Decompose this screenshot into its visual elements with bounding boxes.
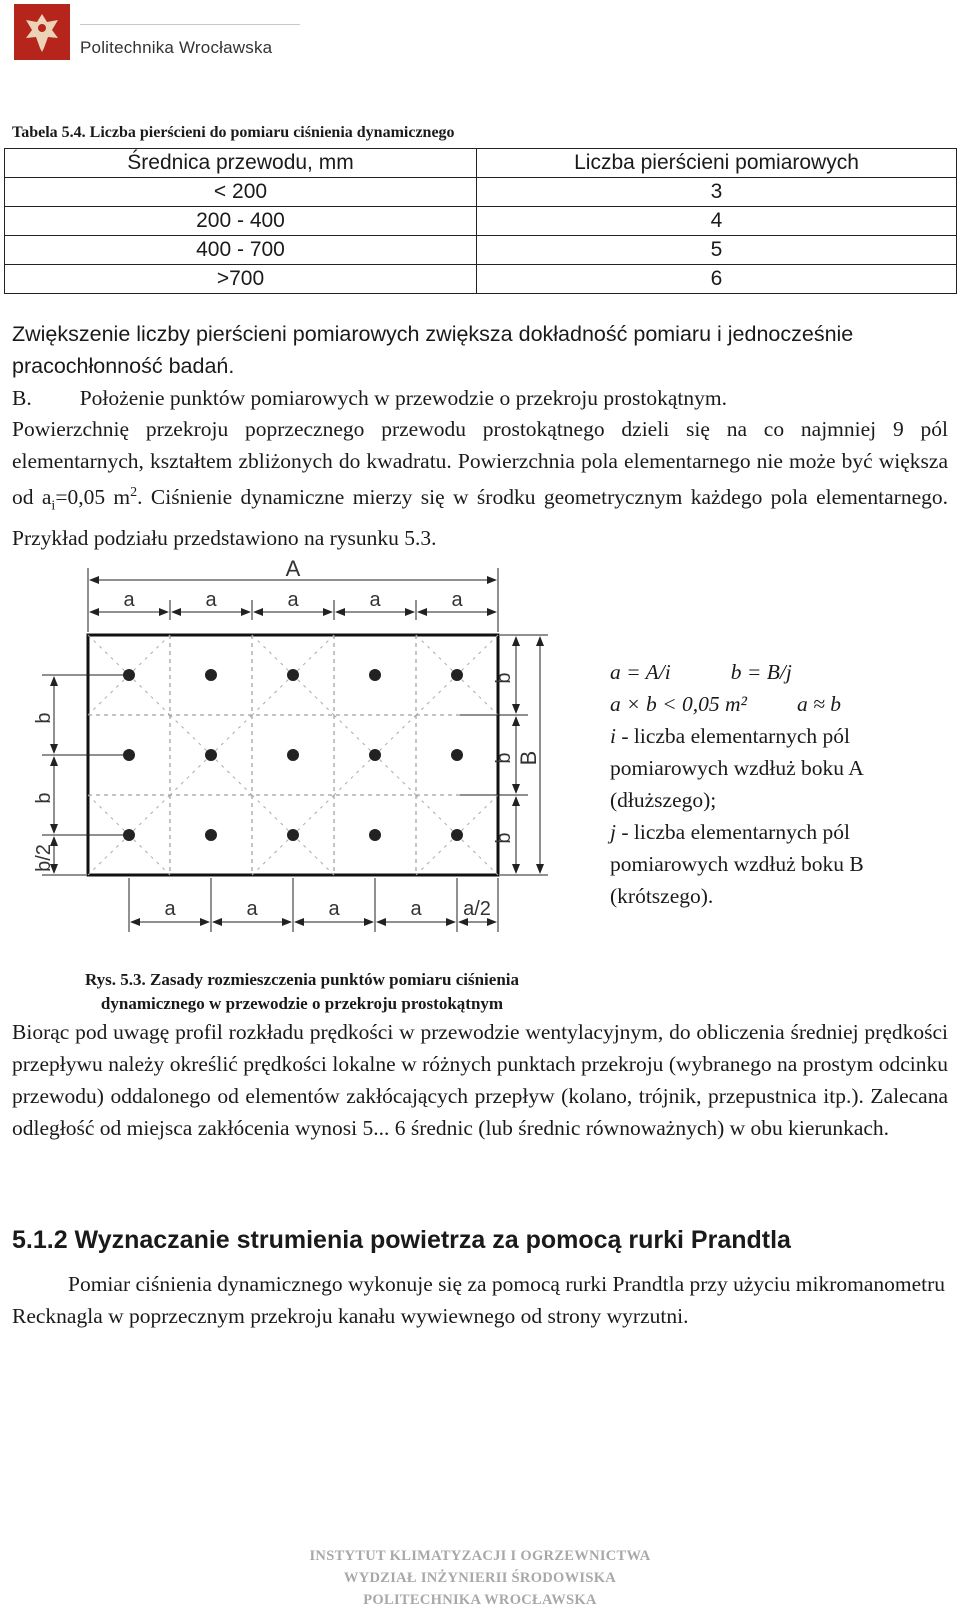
definition-text: - liczba elementarnych pól pomiarowych wzdłuż boku A (dłuższego);: [610, 724, 863, 812]
column-header: Liczba pierścieni pomiarowych: [477, 149, 957, 178]
symbol-i: i: [610, 724, 616, 748]
subsection-b-title: [12, 382, 948, 414]
label-a: a: [369, 589, 381, 611]
definition-i: [610, 720, 940, 816]
table-header-row: [5, 149, 957, 178]
column-header: Średnica przewodu, mm: [5, 149, 477, 178]
table-cell: 3: [477, 178, 957, 207]
formula-panel: [610, 656, 940, 912]
label-b: b: [493, 672, 515, 684]
table-cell: 5: [477, 236, 957, 265]
table-row: [5, 236, 957, 265]
table-row: [5, 207, 957, 236]
label-a: a: [410, 898, 422, 920]
formula-a: a = A/i: [610, 660, 671, 684]
eagle-emblem-icon: [14, 4, 70, 60]
header-rule: [80, 24, 300, 25]
formula-line: [610, 688, 940, 720]
label-a: a: [287, 589, 299, 611]
definition-text: - liczba elementarnych pól pomiarowych wzdłuż boku B (krótszego).: [610, 820, 864, 908]
paragraph-prandtl: Pomiar ciśnienia dynamicznego wykonuje się za pomocą rurki Prandtla przy użyciu mikromanometru Recknagla w poprzecznym przekroju kanału wywiewnego od strony wyrzutni.: [12, 1272, 946, 1328]
dimension-bottom: [129, 878, 498, 932]
paragraph-text: . Ciśnienie dynamiczne mierzy się w środku geometrycznym każdego pola elementarnego. Przykład podziału przedstawiono na rysunku 5.3.: [12, 485, 948, 551]
label-a: a: [123, 589, 135, 611]
formula-approx: a ≈ b: [797, 692, 842, 716]
brand-name: Politechnika Wrocławska: [80, 38, 273, 57]
paragraph-ring-count: Zwiększenie liczby pierścieni pomiarowych zwiększa dokładność pomiaru i jednocześnie pracochłonność badań.: [12, 322, 854, 378]
page-header: [14, 4, 314, 64]
footer-line: WYDZIAŁ INŻYNIERII ŚRODOWISKA: [343, 1570, 617, 1586]
label-B: B: [516, 750, 541, 766]
definition-j: [610, 816, 940, 912]
university-logo: [14, 4, 70, 60]
label-b: b: [33, 792, 55, 804]
footer-line: POLITECHNIKA WROCŁAWSKA: [363, 1592, 597, 1608]
paragraph-text: =0,05 m: [55, 485, 131, 510]
grid-diagram: [28, 560, 588, 950]
table-cell: 200 - 400: [5, 207, 477, 236]
symbol-j: j: [610, 820, 616, 844]
formula-b: b = B/j: [730, 660, 792, 684]
label-a: a: [164, 898, 176, 920]
label-a: a: [328, 898, 340, 920]
table-cell: 4: [477, 207, 957, 236]
paragraph-velocity-profile: Biorąc pod uwagę profil rozkładu prędkości w przewodzie wentylacyjnym, do obliczenia średniej prędkości przepływu należy określić prędkości lokalne w różnych punktach przekroju (wybranego na prostym odcinku przewodu) oddalonego od elementów zakłócających przepływ (kolano, trójnik, przepustnica itp.). Zalecana odległość od miejsca zakłócenia wynosi 5... 6 średnic (lub średnic równoważnych) w obu kierunkach.: [12, 1020, 948, 1140]
subsection-title: Położenie punktów pomiarowych w przewodzie o przekroju prostokątnym.: [79, 386, 727, 410]
subscript-i: i: [51, 498, 56, 514]
table-row: [5, 265, 957, 294]
table-cell: < 200: [5, 178, 477, 207]
paragraph-text: Powierzchnię przekroju poprzecznego przewodu prostokątnego dzieli się na co najmniej 9 pól elementarnych, kształtem zbliżonych do kwadratu. Powierzchnia pola elementarnego nie może być większa od a: [12, 417, 948, 510]
table-row: [5, 178, 957, 207]
footer-line: INSTYTUT KLIMATYZACJI I OGRZEWNICTWA: [309, 1548, 651, 1564]
superscript-2: 2: [130, 485, 138, 500]
label-a: a: [205, 589, 217, 611]
caption-line: dynamicznego w przewodzie o przekroju prostokątnym: [100, 994, 504, 1013]
label-b: b: [493, 832, 515, 844]
table-cell: >700: [5, 265, 477, 294]
label-a: a: [451, 589, 463, 611]
label-A: A: [285, 560, 301, 581]
formula-area: a × b < 0,05 m²: [610, 692, 747, 716]
label-a-half: a/2: [463, 898, 491, 920]
formula-line: [610, 656, 940, 688]
section-heading: 5.1.2 Wyznaczanie strumienia powietrza za pomocą rurki Prandtla: [12, 1226, 791, 1254]
label-b: b: [33, 712, 55, 724]
label-a: a: [246, 898, 258, 920]
label-b: b: [493, 752, 515, 764]
measurement-grid-figure: [28, 560, 588, 950]
table-cell: 6: [477, 265, 957, 294]
caption-line: Rys. 5.3. Zasady rozmieszczenia punktów pomiaru ciśnienia: [84, 970, 520, 989]
measurement-points: [123, 669, 463, 841]
figure-caption: [32, 968, 572, 1016]
subsection-label: B.: [12, 386, 32, 410]
paragraph-rectangular-duct: [12, 413, 948, 554]
table-caption: Tabela 5.4. Liczba pierścieni do pomiaru ciśnienia dynamicznego: [12, 124, 455, 141]
table-cell: 400 - 700: [5, 236, 477, 265]
page-footer: [0, 1545, 960, 1611]
ring-count-table: [4, 148, 957, 294]
label-b-half: b/2: [33, 844, 55, 872]
